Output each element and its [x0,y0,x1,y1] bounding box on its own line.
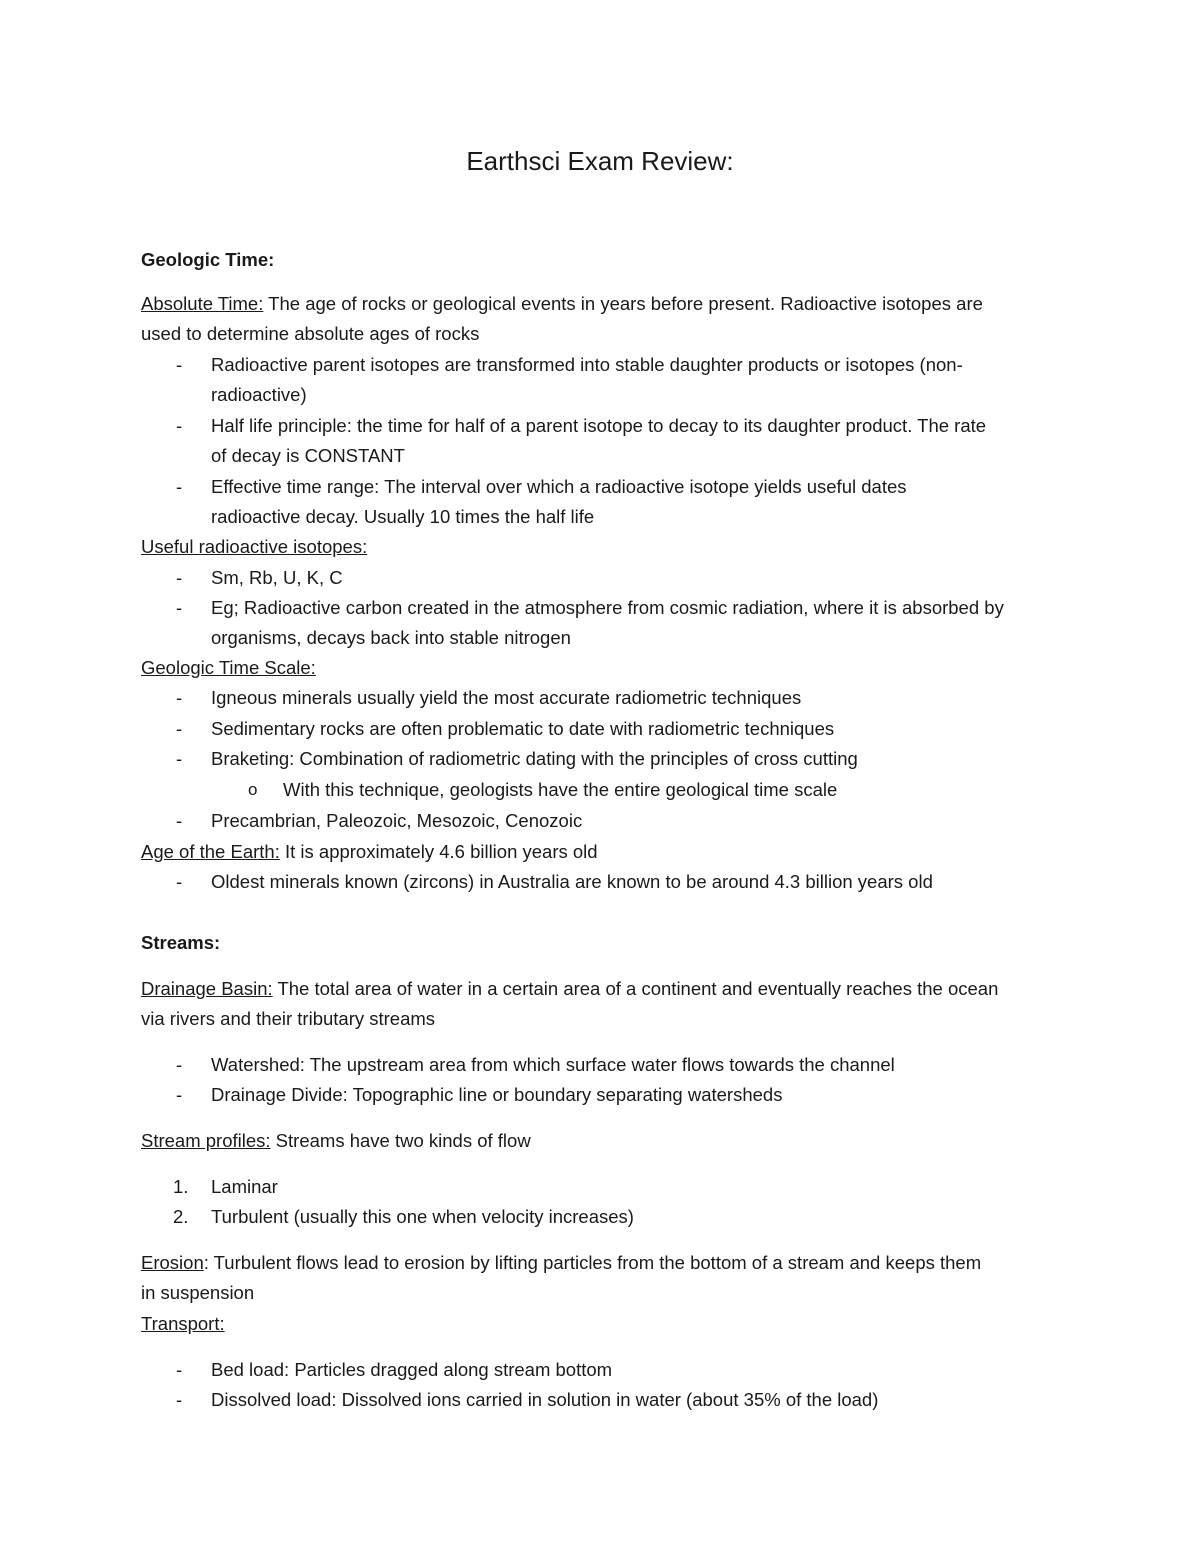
bullet-dash: - [176,1054,183,1075]
bullet-dash: - [176,871,183,892]
list-number: 2. [173,1206,189,1227]
drainage-basin-text-cont: via rivers and their tributary streams [141,1008,436,1029]
age-of-earth-text: It is approximately 4.6 billion years old [279,841,598,862]
bullet-dash: - [176,597,183,618]
transport-term: Transport: [141,1313,225,1334]
list-item-cont: of decay is CONSTANT [211,445,405,466]
sub-bullet-marker: o [248,780,258,799]
useful-isotopes-term: Useful radioactive isotopes: [141,536,368,557]
absolute-time-term: Absolute Time: [141,293,264,314]
list-item: Sm, Rb, U, K, C [211,567,343,588]
list-item-cont: radioactive) [211,384,307,405]
age-of-earth-definition [141,840,598,864]
erosion-definition [141,1251,981,1275]
list-item: Oldest minerals known (zircons) in Australia are known to be around 4.3 billion years old [211,871,933,892]
absolute-time-definition [141,292,983,316]
page-title: Earthsci Exam Review: [466,146,734,176]
drainage-basin-text: The total area of water in a certain area of a continent and eventually reaches the ocean [272,978,999,999]
list-item: Watershed: The upstream area from which surface water flows towards the channel [211,1054,895,1075]
list-item: Eg; Radioactive carbon created in the atmosphere from cosmic radiation, where it is absorbed by [211,597,1004,618]
sub-list-item: With this technique, geologists have the entire geological time scale [283,779,838,800]
bullet-dash: - [176,748,183,769]
bullet-dash: - [176,415,183,436]
list-item: Sedimentary rocks are often problematic to date with radiometric techniques [211,718,835,739]
drainage-basin-definition [141,977,998,1001]
bullet-dash: - [176,1084,183,1105]
drainage-basin-term: Drainage Basin: [141,978,273,999]
list-item: Drainage Divide: Topographic line or boundary separating watersheds [211,1084,783,1105]
list-item: Braketing: Combination of radiometric dating with the principles of cross cutting [211,748,858,769]
list-item: Half life principle: the time for half of a parent isotope to decay to its daughter product. The rate [211,415,987,436]
bullet-dash: - [176,1359,183,1380]
list-item: Dissolved load: Dissolved ions carried in solution in water (about 35% of the load) [211,1389,879,1410]
bullet-dash: - [176,810,183,831]
erosion-text-cont: in suspension [141,1282,255,1303]
age-of-earth-term: Age of the Earth: [141,841,280,862]
bullet-dash: - [176,718,183,739]
list-item: Turbulent (usually this one when velocity increases) [211,1206,634,1227]
list-item: Radioactive parent isotopes are transformed into stable daughter products or isotopes (non- [211,354,963,375]
section-heading-geologic-time: Geologic Time: [141,249,275,270]
erosion-text: : Turbulent flows lead to erosion by lifting particles from the bottom of a stream and keeps them [203,1252,982,1273]
list-item: Igneous minerals usually yield the most accurate radiometric techniques [211,687,802,708]
section-heading-streams: Streams: [141,932,221,953]
absolute-time-text-cont: used to determine absolute ages of rocks [141,323,480,344]
bullet-dash: - [176,476,183,497]
bullet-dash: - [176,354,183,375]
list-number: 1. [173,1176,189,1197]
absolute-time-text: The age of rocks or geological events in years before present. Radioactive isotopes are [263,293,983,314]
list-item: Laminar [211,1176,278,1197]
list-item: Bed load: Particles dragged along stream bottom [211,1359,613,1380]
list-item-cont: radioactive decay. Usually 10 times the half life [211,506,595,527]
time-scale-term: Geologic Time Scale: [141,657,316,678]
stream-profiles-term: Stream profiles: [141,1130,271,1151]
list-item-cont: organisms, decays back into stable nitrogen [211,627,571,648]
stream-profiles-text: Streams have two kinds of flow [270,1130,531,1151]
bullet-dash: - [176,1389,183,1410]
erosion-term: Erosion [141,1252,204,1273]
list-item: Precambrian, Paleozoic, Mesozoic, Cenozoic [211,810,583,831]
bullet-dash: - [176,687,183,708]
bullet-dash: - [176,567,183,588]
stream-profiles-definition [141,1129,531,1153]
list-item: Effective time range: The interval over which a radioactive isotope yields useful dates [211,476,907,497]
